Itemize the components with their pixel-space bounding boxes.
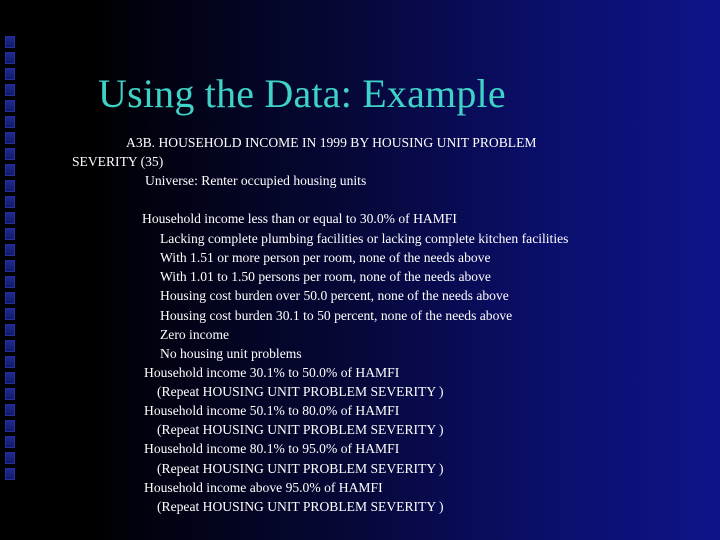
table-heading-line-1: A3B. HOUSEHOLD INCOME IN 1999 BY HOUSING UNIT PROBLEM: [126, 135, 537, 150]
problem-category: With 1.51 or more person per room, none of the needs above: [160, 250, 491, 265]
income-group-label: Household income above 95.0% of HAMFI: [144, 480, 383, 495]
income-group-label: Household income 50.1% to 80.0% of HAMFI: [144, 403, 400, 418]
problem-category: Zero income: [160, 327, 230, 342]
universe-line: Universe: Renter occupied housing units: [145, 173, 367, 188]
table-heading-line-2: SEVERITY (35): [72, 154, 164, 169]
problem-category: No housing unit problems: [160, 346, 302, 361]
income-group-label: Household income 80.1% to 95.0% of HAMFI: [144, 441, 400, 456]
problem-category: Housing cost burden 30.1 to 50 percent, none of the needs above: [160, 308, 513, 323]
problem-category: Housing cost burden over 50.0 percent, none of the needs above: [160, 288, 509, 303]
problem-category: With 1.01 to 1.50 persons per room, none of the needs above: [160, 269, 491, 284]
repeat-note: (Repeat HOUSING UNIT PROBLEM SEVERITY ): [157, 461, 444, 476]
income-group-label: Household income 30.1% to 50.0% of HAMFI: [144, 365, 400, 380]
repeat-note: (Repeat HOUSING UNIT PROBLEM SEVERITY ): [157, 499, 444, 514]
repeat-note: (Repeat HOUSING UNIT PROBLEM SEVERITY ): [157, 384, 444, 399]
repeat-note: (Repeat HOUSING UNIT PROBLEM SEVERITY ): [157, 422, 444, 437]
income-group-label: Household income less than or equal to 30.0% of HAMFI: [142, 211, 457, 226]
problem-category: Lacking complete plumbing facilities or lacking complete kitchen facilities: [160, 231, 569, 246]
slide-title: Using the Data: Example: [98, 71, 506, 116]
